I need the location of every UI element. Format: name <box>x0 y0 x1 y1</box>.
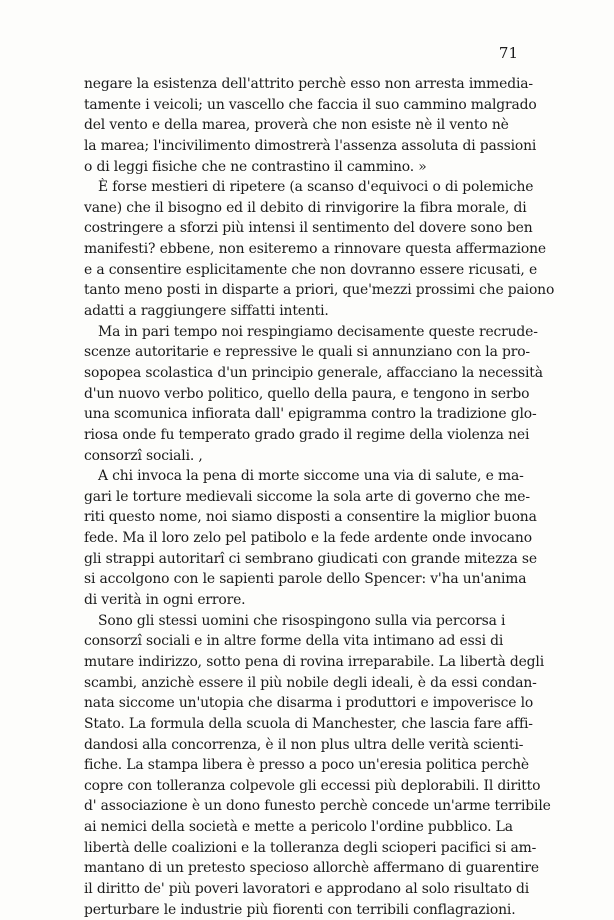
text-line: Sono gli stessi uomini che risospingono sulla via percorsa i <box>98 612 506 629</box>
text-body <box>84 74 555 920</box>
text-line: e a consentire esplicitamente che non dovranno essere ricusati, e <box>84 261 538 278</box>
text-line: fede. Ma il loro zelo pel patibolo e la fede ardente onde invocano <box>84 530 532 547</box>
text-line: riti questo nome, noi siamo disposti a consentire la miglior buona <box>84 509 537 526</box>
paragraph <box>84 466 537 610</box>
text-line: mutare indirizzo, sotto pena di rovina irreparabile. La libertà degli <box>84 653 545 670</box>
text-line: una scomunica infiorata dall' epigramma contro la tradizione glo- <box>84 406 537 423</box>
text-line: nata siccome un'utopia che disarma i produttori e impoverisce lo <box>84 695 534 712</box>
text-line: consorzî sociali. , <box>84 447 203 464</box>
text-line: È forse mestieri di ripetere (a scanso d'equivoci o di polemiche <box>98 179 534 196</box>
text-line: tamente i veicoli; un vascello che faccia il suo cammino malgrado <box>84 96 537 113</box>
text-line: d'un nuovo verbo politico, quello della paura, e tengono in serbo <box>84 385 530 402</box>
text-line: mantano di un pretesto specioso allorchè affermano di guarentire <box>84 860 539 877</box>
paragraph <box>84 177 555 321</box>
text-line: adatti a raggiungere siffatti intenti. <box>84 303 329 320</box>
text-line: del vento e della marea, proverà che non esiste nè il vento nè <box>84 117 509 134</box>
paragraph <box>84 74 537 177</box>
text-line: scenze autoritarie e repressive le quali si annunziano con la pro- <box>84 344 530 361</box>
text-line: gli strappi autoritarî ci sembrano giudicati con grande mitezza se <box>84 550 537 567</box>
text-line: Ma in pari tempo noi respingiamo decisamente queste recrude- <box>98 323 538 340</box>
text-line: la marea; l'incivilimento dimostrerà l'assenza assoluta di passioni <box>84 137 537 154</box>
text-line: copre con tolleranza colpevole gli eccessi più deplorabili. Il diritto <box>84 777 541 794</box>
text-line: libertà delle coalizioni e la tolleranza degli scioperi pacifici si am- <box>84 839 537 856</box>
text-line: fiche. La stampa libera è presso a poco un'eresia politica perchè <box>84 757 529 774</box>
text-line: gari le torture medievali siccome la sola arte di governo che me- <box>84 488 530 505</box>
text-line: manifesti? ebbene, non esiteremo a rinnovare questa affermazione <box>84 241 546 258</box>
text-line: Stato. La formula della scuola di Manchester, che lascia fare affi- <box>84 715 533 732</box>
text-line: si accolgono con le sapienti parole dello Spencer: v'ha un'anima <box>84 571 527 588</box>
text-line: d' associazione è un dono funesto perchè concede un'arme terribile <box>84 798 551 815</box>
text-line: perturbare le industrie più fiorenti con terribili conflagrazioni. <box>84 901 516 918</box>
text-line: scambi, anzichè essere il più nobile degli ideali, è da essi condan- <box>84 674 537 691</box>
page-number: 71 <box>498 44 518 62</box>
text-line: vane) che il bisogno ed il debito di rinvigorire la fibra morale, di <box>84 199 527 216</box>
text-line: dandosi alla concorrenza, è il non plus ultra delle verità scienti- <box>84 736 524 753</box>
text-line: tanto meno posti in disparte a priori, que'mezzi prossimi che paiono <box>84 282 555 299</box>
paragraph <box>84 611 551 920</box>
text-line: riosa onde fu temperato grado grado il regime della violenza nei <box>84 426 530 443</box>
text-line: consorzî sociali e in altre forme della vita intimano ad essi di <box>84 633 504 650</box>
text-line: A chi invoca la pena di morte siccome una via di salute, e ma- <box>98 468 524 485</box>
text-line: ai nemici della società e mette a pericolo l'ordine pubblico. La <box>84 819 513 836</box>
text-line: negare la esistenza dell'attrito perchè esso non arresta immedia- <box>84 76 533 92</box>
text-line: costringere a sforzi più intensi il sentimento del dovere sono ben <box>84 220 533 237</box>
text-line: o di leggi fisiche che ne contrastino il cammino. » <box>84 158 427 175</box>
text-line: sopopea scolastica d'un principio generale, affacciano la necessità <box>84 364 543 381</box>
text-line: il diritto de' più poveri lavoratori e approdano al solo risultato di <box>84 880 530 897</box>
text-line: di verità in ogni errore. <box>84 592 246 609</box>
paragraph <box>84 322 543 466</box>
